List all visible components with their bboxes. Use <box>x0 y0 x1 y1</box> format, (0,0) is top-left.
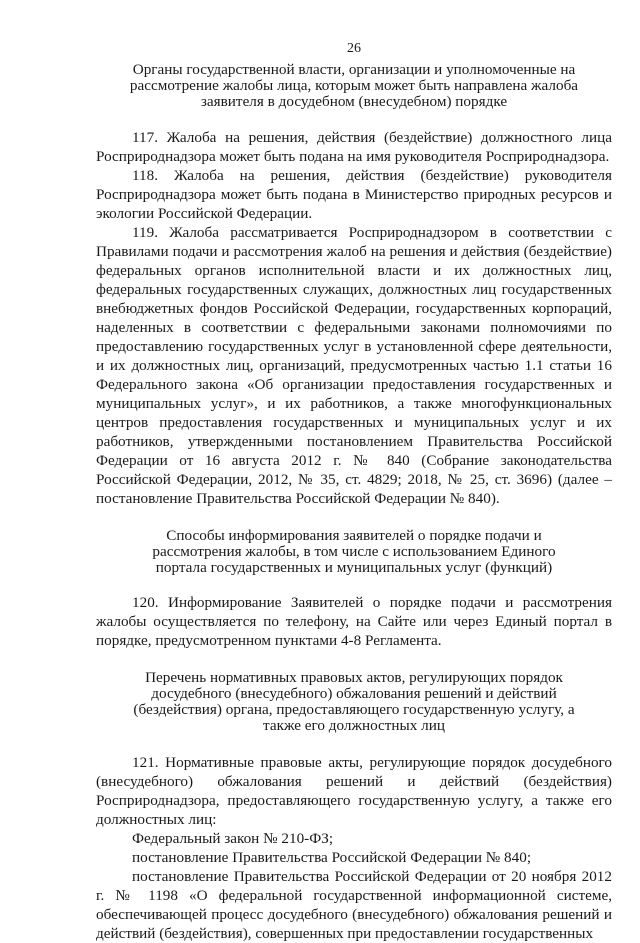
list-item-resolution-840: постановление Правительства Российской Федерации № 840; <box>132 849 532 866</box>
document-page <box>96 40 612 943</box>
section-heading-informing-methods: Способы информирования заявителей о порядке подачи и рассмотрения жалобы, в том числе с использованием Единого портала государственных и муниципальных услуг (функций) <box>152 527 556 576</box>
paragraph-121: 121. Нормативные правовые акты, регулирующие порядок досудебного (внесудебного) обжалования решений и действий (бездействия) Росприроднадзора, предоставляющего государственную услугу, а также его должностных лиц: <box>96 754 612 828</box>
page-number: 26 <box>347 41 361 56</box>
list-item-resolution-1198: постановление Правительства Российской Федерации от 20 ноября 2012 г. № 1198 «О федеральной государственной информационной системе, обеспечивающей процесс досудебного (внесудебного) обжалования решений и действий (бездействия), совершенных при предоставлении государственных <box>96 868 612 942</box>
list-item-federal-law: Федеральный закон № 210-ФЗ; <box>132 830 334 847</box>
paragraph-118: 118. Жалоба на решения, действия (бездействие) руководителя Росприроднадзора может быть подана в Министерство природных ресурсов и экологии Российской Федерации. <box>96 167 612 222</box>
section-heading-legal-acts: Перечень нормативных правовых актов, регулирующих порядок досудебного (внесудебного) обжалования решений и действий (бездействия) органа, предоставляющего государственную услугу, а также его должностных лиц <box>133 669 575 734</box>
paragraph-119: 119. Жалоба рассматривается Росприроднадзором в соответствии с Правилами подачи и рассмотрения жалоб на решения и действия (бездействие) федеральных органов исполнительной власти и их должностных лиц, федеральных государственных служащих, должностных лиц государственных внебюджетных фондов Российской Федерации, государственных корпораций, наделенных в соответствии с федеральными законами полномочиями по предоставлению государственных услуг в установленной сфере деятельности, и их должностных лиц, организаций, предусмотренных частью 1.1 статьи 16 Федерального закона «Об организации предоставления государственных и муниципальных услуг», и их работников, а также многофункциональных центров предоставления государственных и муниципальных услуг и их работников, утвержденными постановлением Правительства Российской Федерации от 16 августа 2012 г. № 840 (Собрание законодательства Российской Федерации, 2012, № 35, ст. 4829; 2018, № 25, ст. 3696) (далее – постановление Правительства Российской Федерации № 840). <box>96 224 612 507</box>
paragraph-117: 117. Жалоба на решения, действия (бездействие) должностного лица Росприроднадзора может быть подана на имя руководителя Росприроднадзора. <box>96 129 612 165</box>
paragraph-120: 120. Информирование Заявителей о порядке подачи и рассмотрения жалобы осуществляется по телефону, на Сайте или через Единый портал в порядке, предусмотренном пунктами 4-8 Регламента. <box>96 594 612 649</box>
section-heading-complaint-bodies: Органы государственной власти, организации и уполномоченные на рассмотрение жалобы лица, которым может быть направлена жалоба заявителя в досудебном (внесудебном) порядке <box>129 61 579 110</box>
